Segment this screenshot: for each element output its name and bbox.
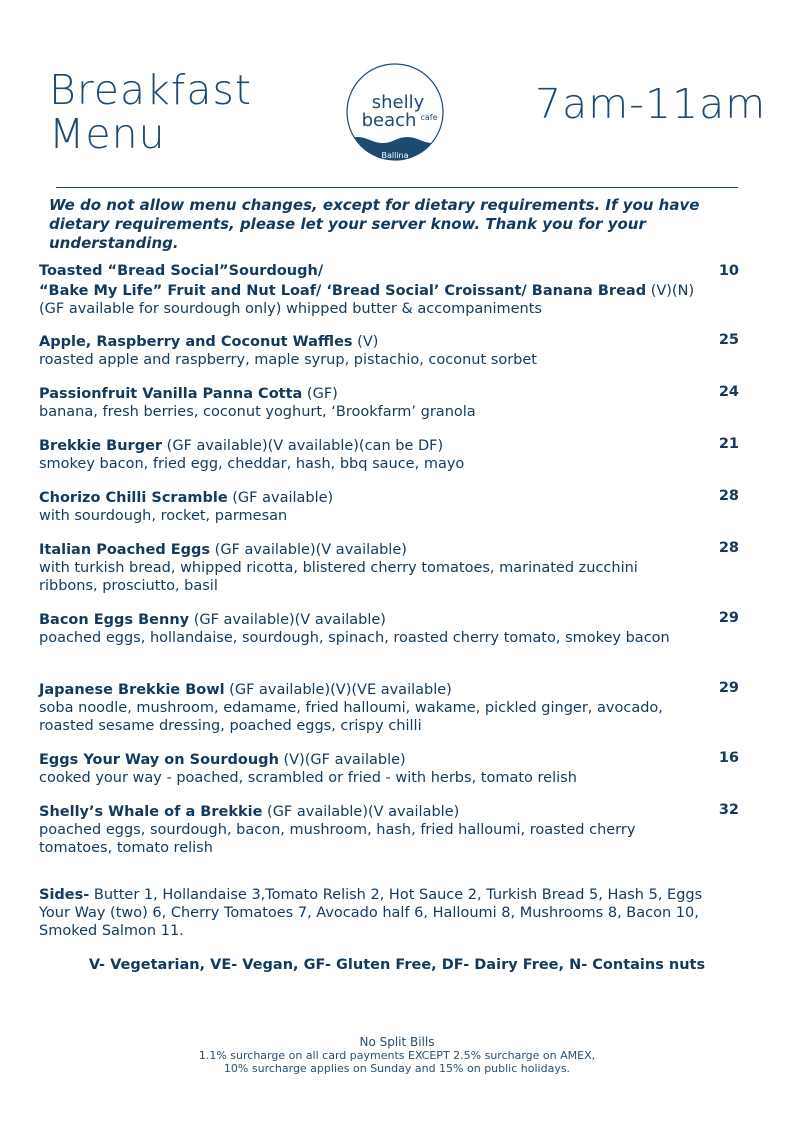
item-price: 10 <box>718 263 739 279</box>
sides-text: Butter 1, Hollandaise 3,Tomato Relish 2, Hot Sauce 2, Turkish Bread 5, Hash 5, Eggs Your Way (two) 6, Cherry Tomatoes 7, Avocado half 6, Halloumi 8, Mushrooms 8, Bacon 10, Smoked Salmon 11. <box>39 887 703 939</box>
logo-place: Ballina <box>381 151 409 160</box>
item-name: Passionfruit Vanilla Panna Cotta <box>39 386 303 402</box>
item-price: 28 <box>718 488 739 504</box>
item-name: Japanese Brekkie Bowl <box>39 682 225 698</box>
item-description: poached eggs, sourdough, bacon, mushroom, hash, fried halloumi, roasted cherry tomatoes, tomato relish <box>39 822 636 856</box>
item-name: Chorizo Chilli Scramble <box>39 490 228 506</box>
item-name: Bacon Eggs Benny <box>39 612 190 628</box>
item-description: soba noodle, mushroom, edamame, fried halloumi, wakame, pickled ginger, avocado, roasted sesame dressing, poached eggs, crispy chilli <box>39 700 663 734</box>
item-price: 29 <box>718 680 739 696</box>
item-price: 25 <box>718 332 739 348</box>
header-divider <box>56 187 738 188</box>
menu-item <box>39 262 759 318</box>
item-tags: (GF) <box>302 386 338 402</box>
item-name: Brekkie Burger <box>39 438 163 454</box>
item-description: with sourdough, rocket, parmesan <box>39 508 288 524</box>
item-description: with turkish bread, whipped ricotta, blistered cherry tomatoes, marinated zucchini ribbons, prosciutto, basil <box>39 560 638 594</box>
item-description: smokey bacon, fried egg, cheddar, hash, bbq sauce, mayo <box>39 456 465 472</box>
logo-word-beach: beach <box>361 110 417 131</box>
title-line-2: Menu <box>49 110 166 158</box>
cafe-logo <box>345 52 445 172</box>
logo-word-shelly: shelly <box>371 92 425 113</box>
menu-item <box>39 331 759 369</box>
menu-item <box>39 749 759 787</box>
menu-item <box>39 679 759 735</box>
item-name: Shelly’s Whale of a Brekkie <box>39 804 263 820</box>
item-description: cooked your way - poached, scrambled or fried - with herbs, tomato relish <box>39 770 577 786</box>
item-tags: (GF available)(V available) <box>189 612 386 628</box>
item-tags: (V) <box>352 334 379 350</box>
logo-word-cafe: cafe <box>420 113 438 122</box>
menu-item <box>39 383 759 421</box>
item-tags: (GF available)(V available)(can be DF) <box>162 438 444 454</box>
item-name: Toasted “Bread Social”Sourdough/ <box>39 263 324 279</box>
item-price: 24 <box>718 384 739 400</box>
item-price: 21 <box>718 436 739 452</box>
title-line-1: Breakfast <box>49 66 252 114</box>
sides-list <box>39 886 719 940</box>
item-tags: (V)(N) <box>646 283 695 299</box>
item-description: (GF available for sourdough only) whipped butter & accompaniments <box>39 301 542 317</box>
menu-item <box>39 801 759 857</box>
item-name-line-2: “Bake My Life” Fruit and Nut Loaf/ ‘Bread Social’ Croissant/ Banana Bread <box>39 283 647 299</box>
menu-notice: We do not allow menu changes, except for dietary requirements. If you have dietary requirements, please let your server know. Thank you for your understanding. <box>49 196 700 252</box>
menu-item <box>39 539 759 595</box>
item-tags: (GF available)(V available) <box>262 804 460 820</box>
menu-item <box>39 609 759 647</box>
footer-notes <box>0 1036 794 1075</box>
sides-label: Sides- <box>39 887 90 903</box>
service-hours: 7am-11am <box>535 80 767 128</box>
item-price: 32 <box>718 802 739 818</box>
item-price: 28 <box>718 540 739 556</box>
footer-surcharge-card: 1.1% surcharge on all card payments EXCEPT 2.5% surcharge on AMEX, <box>198 1049 596 1062</box>
item-name: Apple, Raspberry and Coconut Waffles <box>39 334 353 350</box>
item-tags: (V)(GF available) <box>278 752 406 768</box>
dietary-legend: V- Vegetarian, VE- Vegan, GF- Gluten Free, DF- Dairy Free, N- Contains nuts <box>88 957 706 973</box>
item-description: roasted apple and raspberry, maple syrup, pistachio, coconut sorbet <box>39 352 537 368</box>
item-price: 16 <box>718 750 739 766</box>
item-description: banana, fresh berries, coconut yoghurt, ‘Brookfarm’ granola <box>39 404 476 420</box>
item-tags: (GF available)(V)(VE available) <box>224 682 452 698</box>
item-description: poached eggs, hollandaise, sourdough, spinach, roasted cherry tomato, smokey bacon <box>39 630 670 646</box>
item-tags: (GF available) <box>227 490 334 506</box>
item-name: Eggs Your Way on Sourdough <box>39 752 279 768</box>
menu-item <box>39 487 759 525</box>
item-tags: (GF available)(V available) <box>210 542 407 558</box>
menu-title <box>49 68 252 156</box>
item-price: 29 <box>718 610 739 626</box>
item-name: Italian Poached Eggs <box>39 542 211 558</box>
footer-surcharge-holiday: 10% surcharge applies on Sunday and 15% on public holidays. <box>223 1062 571 1075</box>
footer-no-split-bills: No Split Bills <box>359 1035 435 1049</box>
menu-item <box>39 435 759 473</box>
